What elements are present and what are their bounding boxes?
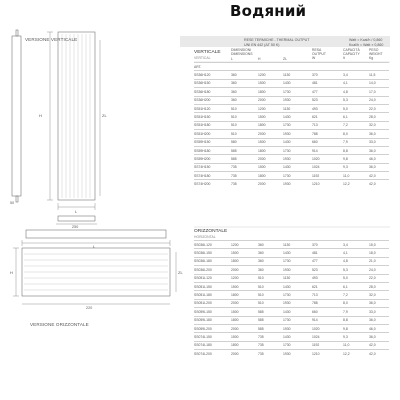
column-capacity-label: CAPACITÀ xyxy=(343,48,360,52)
model-code-cell: SS36H150 xyxy=(194,79,231,87)
column-header-l: L xyxy=(231,56,233,61)
table-cell: 1930 xyxy=(283,180,312,188)
table-cell: 360 xyxy=(231,96,258,104)
page-title: Водяний xyxy=(230,2,307,20)
table-cell: 15,0 xyxy=(369,241,389,249)
table-row xyxy=(194,291,389,299)
table-cell: 788 xyxy=(312,299,343,307)
table-cell: 22,0 xyxy=(369,274,389,282)
table-cell: 42,0 xyxy=(369,172,389,180)
table-row xyxy=(194,249,389,257)
table-row xyxy=(194,324,389,332)
table-cell: 2000 xyxy=(231,299,258,307)
dim-label-l: L xyxy=(75,209,78,214)
table-cell: 2000 xyxy=(258,155,283,163)
model-code-cell: SS059L150 xyxy=(194,308,231,316)
table-cell: 1800 xyxy=(258,172,283,180)
model-code-cell: SS59H200 xyxy=(194,155,231,163)
table-cell: 2000 xyxy=(258,180,283,188)
table-cell: 788 xyxy=(312,130,343,138)
table-row xyxy=(194,63,389,71)
table-cell xyxy=(312,63,343,71)
table-cell: 660 xyxy=(312,138,343,146)
table-cell xyxy=(343,63,369,71)
table-cell: 7,9 xyxy=(343,138,369,146)
table-cell: 1200 xyxy=(231,274,258,282)
model-code-cell: SS036L200 xyxy=(194,266,231,274)
model-code-cell: SS036L150 xyxy=(194,249,231,257)
table-cell: 621 xyxy=(312,282,343,290)
table-cell: 8,8 xyxy=(343,316,369,324)
table-cell: 1930 xyxy=(283,350,312,358)
model-code-cell: SS074L180 xyxy=(194,341,231,349)
table-cell: 1130 xyxy=(283,104,312,112)
table-cell: 18,0 xyxy=(369,249,389,257)
model-code-cell: SS051L120 xyxy=(194,274,231,282)
table-cell: 585 xyxy=(258,308,283,316)
model-code-cell: SS036L120 xyxy=(194,241,231,249)
dim-label-220: 220 xyxy=(86,306,93,310)
table-cell: 510 xyxy=(231,104,258,112)
table-cell: 12,2 xyxy=(343,180,369,188)
table-cell: 1930 xyxy=(283,155,312,163)
column-weight-en: WEIGHT xyxy=(369,51,383,56)
table-cell: 481 xyxy=(312,249,343,257)
model-code-cell: SS74H200 xyxy=(194,180,231,188)
table-cell: 360 xyxy=(231,79,258,87)
table-cell: 1200 xyxy=(258,71,283,79)
column-capacity-en: CAPACITY xyxy=(343,51,360,56)
table-cell: 28,0 xyxy=(369,282,389,290)
table-cell: 9,3 xyxy=(343,333,369,341)
table-cell: 1800 xyxy=(258,146,283,154)
table-cell: 360 xyxy=(258,249,283,257)
header-formula-1: Watt = Kcal/h / 0,860 xyxy=(349,38,383,42)
model-code-cell: SS059L200 xyxy=(194,324,231,332)
table-cell: 1020 xyxy=(312,155,343,163)
table-cell: 1730 xyxy=(283,121,312,129)
column-weight-label: PESO xyxy=(369,48,379,52)
table-cell: 2000 xyxy=(231,350,258,358)
table-cell: 370 xyxy=(312,241,343,249)
table-cell: 21,0 xyxy=(369,257,389,265)
table-cell: 32,0 xyxy=(369,291,389,299)
table-cell: 28,0 xyxy=(369,113,389,121)
table-cell: 22,0 xyxy=(369,104,389,112)
section-horizontal-en: HORIZONTAL xyxy=(194,234,216,239)
table-cell: 9,3 xyxy=(343,163,369,171)
column-header-zl: ZL xyxy=(283,56,287,61)
table-cell: 36,0 xyxy=(369,146,389,154)
table-row xyxy=(194,79,389,87)
column-output-en: OUTPUT xyxy=(312,51,326,56)
table-cell: 1730 xyxy=(283,257,312,265)
table-cell: 1430 xyxy=(283,138,312,146)
table-cell: 1730 xyxy=(283,291,312,299)
table-cell: 510 xyxy=(258,291,283,299)
table-row xyxy=(194,333,389,341)
table-cell: 46,0 xyxy=(369,155,389,163)
table-cell: 1800 xyxy=(231,341,258,349)
model-code-cell: SS074L150 xyxy=(194,333,231,341)
table-row xyxy=(194,138,389,146)
table-cell: 1430 xyxy=(283,249,312,257)
table-cell: 36,0 xyxy=(369,299,389,307)
table-cell: 7,2 xyxy=(343,291,369,299)
table-cell: 585 xyxy=(231,146,258,154)
table-cell: 1430 xyxy=(283,333,312,341)
table-cell: 1800 xyxy=(231,257,258,265)
model-code-cell: SS74H150 xyxy=(194,163,231,171)
table-cell: 1020 xyxy=(312,324,343,332)
table-cell: 4,1 xyxy=(343,79,369,87)
table-cell: 1730 xyxy=(283,88,312,96)
table-cell: 5,3 xyxy=(343,96,369,104)
table-cell: 1500 xyxy=(231,282,258,290)
table-cell: 12,2 xyxy=(343,350,369,358)
table-cell: 42,0 xyxy=(369,350,389,358)
table-cell: 477 xyxy=(312,88,343,96)
column-dims-en: DIMENSIONS xyxy=(231,51,253,56)
dim-label-h: H xyxy=(39,113,42,118)
header-formula-2: Kcal/h = Watt × 0,860 xyxy=(349,42,384,47)
column-header-output xyxy=(312,49,326,60)
table-cell: 523 xyxy=(312,266,343,274)
table-cell: 1500 xyxy=(258,113,283,121)
table-cell: 3,4 xyxy=(343,71,369,79)
column-header-capacity xyxy=(343,49,360,60)
table-row xyxy=(194,155,389,163)
table-cell: 4,1 xyxy=(343,249,369,257)
table-row xyxy=(194,316,389,324)
table-row xyxy=(194,180,389,188)
table-cell: 1210 xyxy=(312,350,343,358)
model-code-cell: SS51H150 xyxy=(194,113,231,121)
table-cell: 5,0 xyxy=(343,104,369,112)
table-row xyxy=(194,104,389,112)
table-cell: 42,0 xyxy=(369,341,389,349)
table-cell: 1930 xyxy=(283,324,312,332)
column-header-weight xyxy=(369,49,383,60)
column-output-unit: W xyxy=(312,55,316,60)
model-code-cell: SS51H120 xyxy=(194,104,231,112)
section-horizontal: ORIZZONTALE xyxy=(194,229,228,234)
table-cell: 2000 xyxy=(231,324,258,332)
table-cell: 1500 xyxy=(258,138,283,146)
table-cell: 1130 xyxy=(283,274,312,282)
table-cell: 585 xyxy=(258,316,283,324)
table-cell: 1930 xyxy=(283,96,312,104)
table-cell: 9,8 xyxy=(343,155,369,163)
table-cell: 11,0 xyxy=(343,172,369,180)
table-cell: 660 xyxy=(312,308,343,316)
table-cell: 2000 xyxy=(258,130,283,138)
dim-label-h-horizontal: H xyxy=(10,270,13,275)
model-code-cell: SS36H180 xyxy=(194,88,231,96)
table-cell xyxy=(258,63,283,71)
table-cell: 1430 xyxy=(283,308,312,316)
vertical-version-caption: VERSIONE VERTICALE xyxy=(25,37,78,42)
table-cell: 2000 xyxy=(231,266,258,274)
table-cell: 17,0 xyxy=(369,88,389,96)
table-cell: 24,0 xyxy=(369,266,389,274)
horizontal-models-table xyxy=(194,240,389,357)
table-cell: 7,9 xyxy=(343,308,369,316)
table-cell: 6,1 xyxy=(343,113,369,121)
table-cell: 510 xyxy=(231,130,258,138)
table-cell: 360 xyxy=(258,266,283,274)
model-code-cell: SS051L200 xyxy=(194,299,231,307)
model-code-cell: SS036L180 xyxy=(194,257,231,265)
column-capacity-unit: lt xyxy=(343,55,345,60)
table-cell: 735 xyxy=(258,333,283,341)
table-row xyxy=(194,96,389,104)
table-cell: 510 xyxy=(258,299,283,307)
column-weight-unit: Kg xyxy=(369,55,374,60)
table-cell: 2000 xyxy=(258,96,283,104)
table-cell: 46,0 xyxy=(369,324,389,332)
table-cell: 1800 xyxy=(258,121,283,129)
model-code-cell: SS59H150 xyxy=(194,138,231,146)
model-code-cell: SS36H120 xyxy=(194,71,231,79)
table-cell: 1500 xyxy=(258,79,283,87)
table-row xyxy=(194,130,389,138)
model-code-cell: SS36H200 xyxy=(194,96,231,104)
model-code-cell: SS051L180 xyxy=(194,291,231,299)
model-code-cell: SS074L200 xyxy=(194,350,231,358)
table-cell: 1192 xyxy=(312,172,343,180)
table-cell: 1430 xyxy=(283,79,312,87)
table-cell: 1800 xyxy=(231,291,258,299)
table-cell: 713 xyxy=(312,291,343,299)
table-cell: 24,0 xyxy=(369,96,389,104)
dim-label-50: 50 xyxy=(10,201,15,205)
table-cell: 360 xyxy=(258,241,283,249)
table-row xyxy=(194,113,389,121)
table-row xyxy=(194,299,389,307)
table-cell: 1210 xyxy=(312,180,343,188)
table-cell: 32,0 xyxy=(369,121,389,129)
table-cell: 914 xyxy=(312,146,343,154)
horizontal-version-caption: VERSIONE ORIZZONTALE xyxy=(30,322,89,327)
table-cell: 1430 xyxy=(283,113,312,121)
table-cell: 1430 xyxy=(283,163,312,171)
table-cell: 360 xyxy=(258,257,283,265)
table-cell: 14,0 xyxy=(369,79,389,87)
table-cell: 510 xyxy=(258,274,283,282)
vertical-models-table xyxy=(194,62,389,188)
table-cell: 493 xyxy=(312,104,343,112)
table-cell: 481 xyxy=(312,79,343,87)
header-line-2: UNI EN 442 (ΔT 50 K) xyxy=(244,42,280,47)
table-cell: 5,3 xyxy=(343,266,369,274)
table-cell: 6,1 xyxy=(343,282,369,290)
horizontal-radiator-drawing xyxy=(13,230,176,304)
table-row xyxy=(194,350,389,358)
table-cell: 360 xyxy=(231,88,258,96)
table-cell: 914 xyxy=(312,316,343,324)
table-cell: 735 xyxy=(231,163,258,171)
table-cell: 477 xyxy=(312,257,343,265)
dim-label-zl: ZL xyxy=(102,113,107,118)
table-cell: 360 xyxy=(231,71,258,79)
table-cell: 36,0 xyxy=(369,316,389,324)
table-row xyxy=(194,88,389,96)
table-cell: 1500 xyxy=(231,308,258,316)
table-cell: 33,0 xyxy=(369,308,389,316)
table-row xyxy=(194,71,389,79)
table-cell: 1130 xyxy=(283,241,312,249)
vertical-radiator-drawing xyxy=(12,30,100,224)
table-cell: 493 xyxy=(312,274,343,282)
table-cell: 1430 xyxy=(283,282,312,290)
table-cell: 5,0 xyxy=(343,274,369,282)
table-row xyxy=(194,163,389,171)
table-cell: 510 xyxy=(231,113,258,121)
header-line-1: RESE TERMICHE - THERMAL OUTPUT xyxy=(244,38,310,42)
table-cell: 510 xyxy=(258,282,283,290)
table-row xyxy=(194,172,389,180)
table-cell: 8,8 xyxy=(343,146,369,154)
column-header-dims xyxy=(231,49,252,57)
table-cell: 4,8 xyxy=(343,257,369,265)
table-cell: 11,5 xyxy=(369,71,389,79)
table-cell: 735 xyxy=(258,350,283,358)
table-cell: 713 xyxy=(312,121,343,129)
table-cell: 42,0 xyxy=(369,180,389,188)
table-cell: 1800 xyxy=(258,88,283,96)
table-cell: 580 xyxy=(231,138,258,146)
table-cell: 735 xyxy=(231,172,258,180)
table-row xyxy=(194,257,389,265)
table-cell: 3,4 xyxy=(343,241,369,249)
table-cell: 9,8 xyxy=(343,324,369,332)
table-cell: 735 xyxy=(231,180,258,188)
table-cell: 11,0 xyxy=(343,341,369,349)
table-cell: 1024 xyxy=(312,163,343,171)
model-code-cell: SS59H180 xyxy=(194,146,231,154)
table-row xyxy=(194,121,389,129)
table-cell: 621 xyxy=(312,113,343,121)
table-cell: 7,2 xyxy=(343,121,369,129)
table-cell xyxy=(369,63,389,71)
table-cell: 4,8 xyxy=(343,88,369,96)
dim-label-250: 250 xyxy=(72,225,79,229)
dim-label-l-horizontal: L xyxy=(93,244,96,249)
table-row xyxy=(194,308,389,316)
table-cell: 585 xyxy=(231,155,258,163)
table-cell: 1500 xyxy=(231,333,258,341)
table-cell: 1500 xyxy=(258,163,283,171)
dim-label-zl-horizontal: ZL xyxy=(178,270,183,275)
table-cell: 1192 xyxy=(312,341,343,349)
column-dims-label: DIMENSIONI xyxy=(231,48,252,52)
table-cell: 36,0 xyxy=(369,333,389,341)
table-cell: 1500 xyxy=(231,249,258,257)
table-cell: 585 xyxy=(258,324,283,332)
model-code-cell: SS51H180 xyxy=(194,121,231,129)
table-cell: 36,0 xyxy=(369,130,389,138)
table-cell: 1730 xyxy=(283,146,312,154)
model-code-cell: SS051L150 xyxy=(194,282,231,290)
table-cell: 36,0 xyxy=(369,163,389,171)
section-vertical-en: VERTICAL xyxy=(194,55,211,60)
table-cell: 1200 xyxy=(258,104,283,112)
table-row xyxy=(194,282,389,290)
table-cell xyxy=(283,63,312,71)
table-row xyxy=(194,341,389,349)
table-row xyxy=(194,274,389,282)
table-cell: 1730 xyxy=(283,316,312,324)
table-cell: 1730 xyxy=(283,341,312,349)
table-cell xyxy=(231,63,258,71)
table-cell: 1800 xyxy=(231,316,258,324)
column-output-label: RESA xyxy=(312,48,322,52)
model-code-cell: SS51H200 xyxy=(194,130,231,138)
table-row xyxy=(194,266,389,274)
table-cell: 510 xyxy=(231,121,258,129)
table-cell: 8,0 xyxy=(343,299,369,307)
table-row xyxy=(194,241,389,249)
table-cell: 33,0 xyxy=(369,138,389,146)
table-cell: 370 xyxy=(312,71,343,79)
table-cell: 1730 xyxy=(283,172,312,180)
table-cell: 523 xyxy=(312,96,343,104)
model-code-cell: ART. xyxy=(194,63,231,71)
model-code-cell: SS059L180 xyxy=(194,316,231,324)
table-cell: 1930 xyxy=(283,266,312,274)
model-code-cell: SS74H180 xyxy=(194,172,231,180)
table-cell: 1130 xyxy=(283,71,312,79)
column-header-h: H xyxy=(258,56,261,61)
table-cell: 8,0 xyxy=(343,130,369,138)
table-cell: 1200 xyxy=(231,241,258,249)
table-cell: 1930 xyxy=(283,299,312,307)
table-cell: 1930 xyxy=(283,130,312,138)
table-row xyxy=(194,146,389,154)
table-cell: 1024 xyxy=(312,333,343,341)
section-vertical: VERTICALE xyxy=(194,50,221,55)
table-cell: 735 xyxy=(258,341,283,349)
